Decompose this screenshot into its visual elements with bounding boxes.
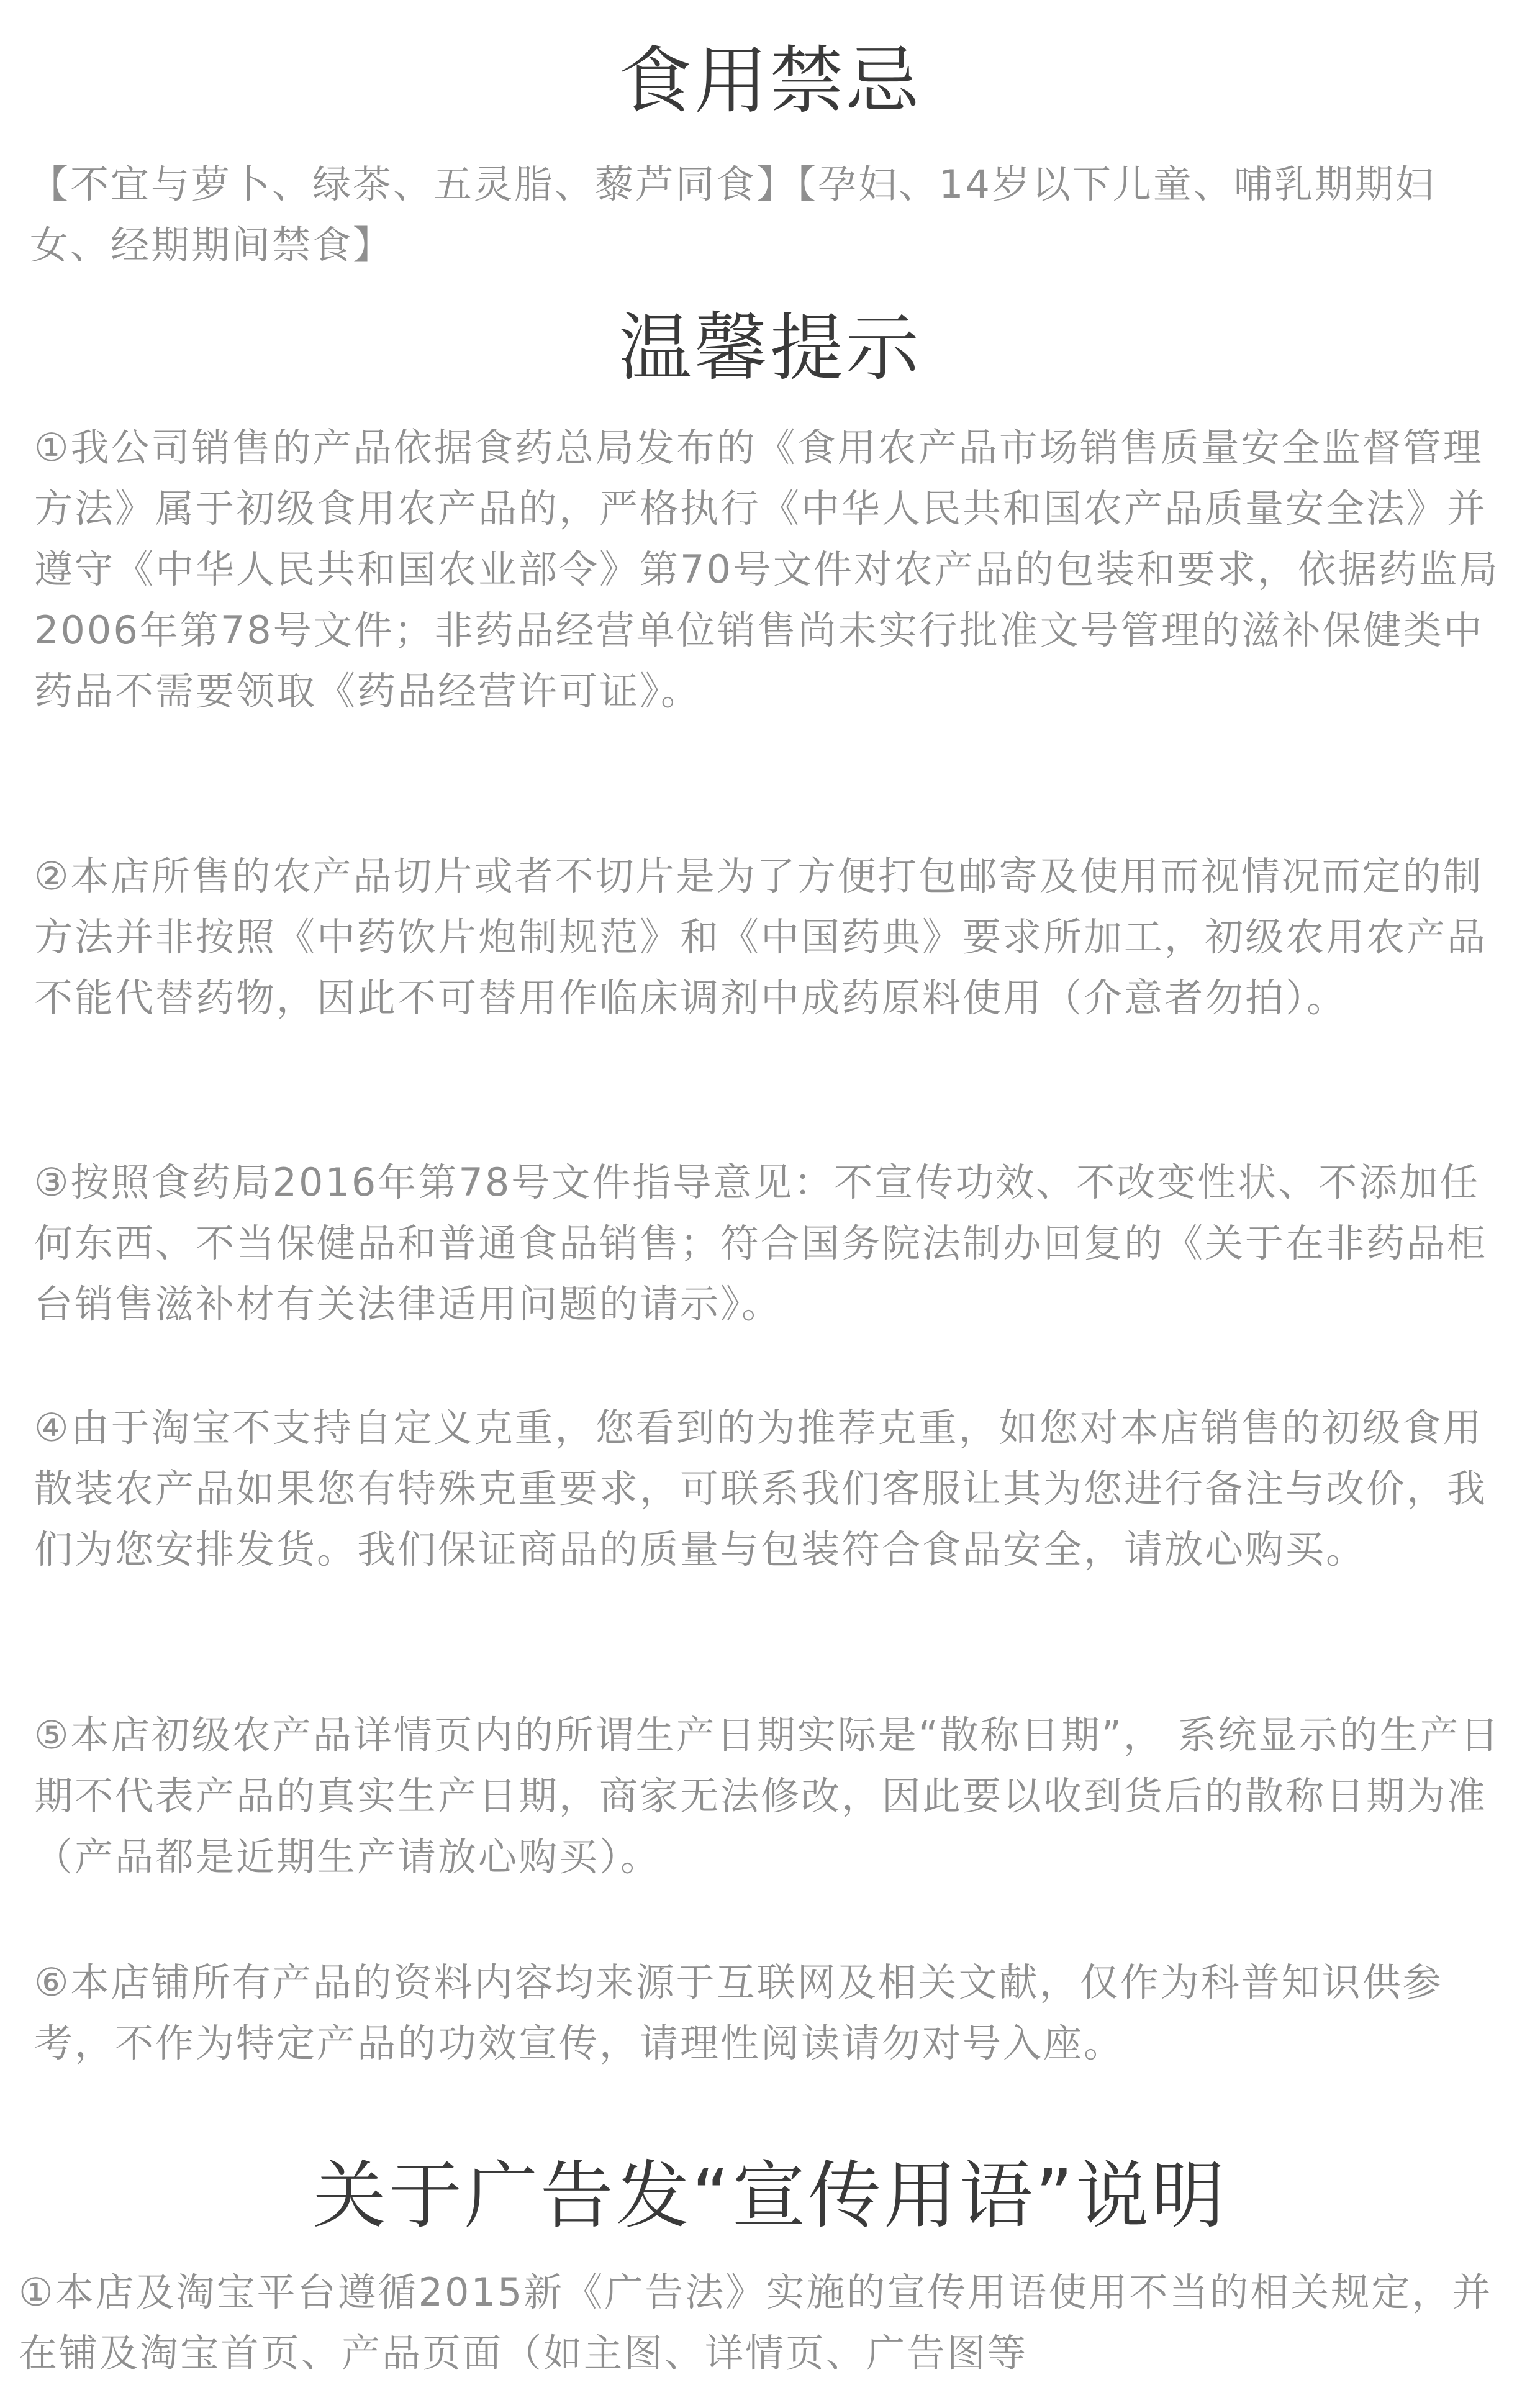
taboo-text: 【不宜与萝卜、绿茶、五灵脂、藜芦同食】【孕妇、14岁以下儿童、哺乳期期妇女、经期期间禁食】 <box>30 161 1436 268</box>
ads-title: 关于广告发“宣传用语”说明 <box>312 2153 1228 2238</box>
ads-paragraph-1: ①本店及淘宝平台遵循2015新《广告法》实施的宣传用语使用不当的相关规定，并在铺及淘宝首页、产品页面（如主图、详情页、广告图等 <box>19 2269 1493 2376</box>
tip-paragraph-6: ⑥本店铺所有产品的资料内容均来源于互联网及相关文献，仅作为科普知识供参考，不作为特定产品的功效宣传，请理性阅读请勿对号入座。 <box>34 1960 1443 2066</box>
tip-paragraph-4: ④由于淘宝不支持自定义克重，您看到的为推荐克重，如您对本店销售的初级食用散装农产品如果您有特殊克重要求，可联系我们客服让其为您进行备注与改价，我们为您安排发货。我们保证商品的质量与包装符合食品安全，请放心购买。 <box>34 1405 1488 1572</box>
taboo-title: 食用禁忌 <box>618 38 922 124</box>
tip-paragraph-1: ①我公司销售的产品依据食药总局发布的《食用农产品市场销售质量安全监督管理方法》属于初级食用农产品的，严格执行《中华人民共和国农产品质量安全法》并遵守《中华人民共和国农业部令》第70号文件对农产品的包装和要求，依据药监局2006年第78号文件；非药品经营单位销售尚未实行批准文号管理的滋补保健类中药品不需要领取《药品经营许可证》。 <box>34 425 1500 714</box>
tip-paragraph-3: ③按照食药局2016年第78号文件指导意见：不宣传功效、不改变性状、不添加任何东西、不当保健品和普通食品销售；符合国务院法制办回复的《关于在非药品柜台销售滋补材有关法律适用问题的请示》。 <box>34 1160 1488 1327</box>
tip-paragraph-2: ②本店所售的农产品切片或者不切片是为了方便打包邮寄及使用而视情况而定的制方法并非按照《中药饮片炮制规范》和《中国药典》要求所加工，初级农用农产品不能代替药物，因此不可替用作临床调剂中成药原料使用（介意者勿拍）。 <box>34 853 1488 1020</box>
tip-paragraph-5: ⑤本店初级农产品详情页内的所谓生产日期实际是“散称日期”， 系统显示的生产日期不代表产品的真实生产日期，商家无法修改，因此要以收到货后的散称日期为准（产品都是近期生产请放心购买）。 <box>34 1712 1501 1879</box>
tips-title: 温馨提示 <box>618 305 922 391</box>
